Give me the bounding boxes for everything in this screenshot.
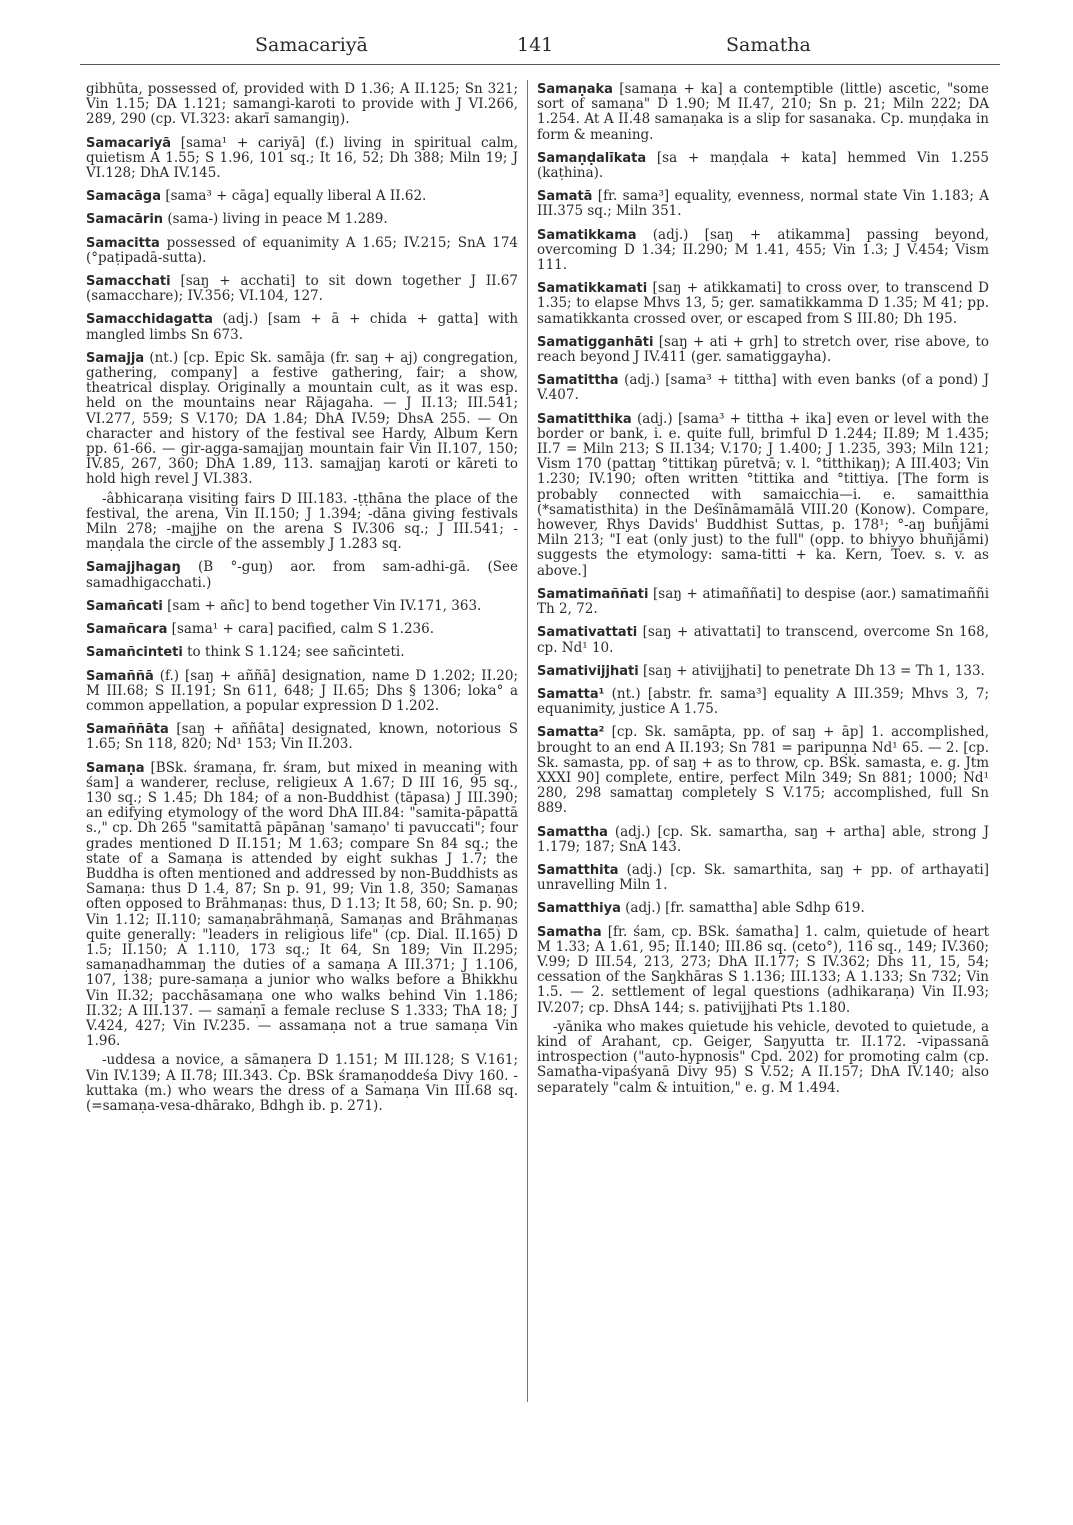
dictionary-entry <box>537 863 989 893</box>
dictionary-entry <box>86 212 518 227</box>
headword: Samatā <box>537 189 593 205</box>
entry-definition: [BSk. śramaṇa, fr. śram, but mixed in meaning with śam] a wanderer, recluse, religieux A 1.67; D III 16, 95 sq., 130 sq.; S 1.45; Dh 184; of a non-Buddhist (tāpasa) J III.390; an edifying etymology of the word DhA III.84: "samita-pāpattā s.," cp. Dh 265 "samitattā pāpānaŋ 'samaṇo' ti pavuccati"; four grades mentioned D II.151; M 1.63; compare Sn 84 sq.; the state of a Samaṇa is attended by eight sukhas J 1.7; the Buddha is often mentioned and addressed by non-Buddhists as Samaṇa: thus D 1.4, 87; Sn p. 91, 99; Vin 1.8, 350; Samaṇas often opposed to Brāhmaṇas: thus, D 1.13; It 58, 60; Sn. p. 90; Vin 1.12; II.110; samaṇabrāhmaṇā, Samaṇas and Brāhmaṇas quite generally: "leaders in religious life" (cp. Dial. II.165) D 1.5; II.150; A 1.110, 173 sq.; It 64, Sn 189; Vin II.295; samaṇadhammaŋ the duties of a samaṇa A III.371; J 1.106, 107, 138; pure-samaṇa a junior who walks before a Bhikkhu Vin II.32; pacchāsamaṇa one who walks behind Vin 1.186; II.32; A III.137. — samaṇī a female recluse S 1.333; ThA 18; J V.424, 427; Vin IV.235. — assamaṇa not a true samaṇa Vin 1.96. <box>86 759 518 1050</box>
right-column <box>537 82 989 1104</box>
dictionary-entry <box>86 669 518 715</box>
headword: Samatthiya <box>537 901 621 917</box>
entry-definition: gibhūta, possessed of, provided with D 1.36; A II.125; Sn 321; Vin 1.15; DA 1.121; samangi-karoti to provide with J VI.266, 289, 290 (cp. VI.323: akarī samangiŋ). <box>86 81 518 128</box>
dictionary-entry <box>537 825 989 855</box>
entry-definition: (adj.) [sama³ + tittha] with even banks (of a pond) J V.407. <box>537 372 989 404</box>
dictionary-entry <box>86 622 518 637</box>
entry-definition: [saŋ + aññāta] designated, known, notorious S 1.65; Sn 118, 820; Nd¹ 153; Vin II.203. <box>86 721 518 753</box>
dictionary-entry <box>537 281 989 327</box>
headword: Samatha <box>537 924 602 940</box>
dictionary-entry <box>537 925 989 1016</box>
entry-definition: [sama³ + cāga] equally liberal A II.62. <box>165 188 427 205</box>
entry-definition: (adj.) [sam + ā + chida + gatta] with mangled limbs Sn 673. <box>86 311 519 343</box>
headword: Samaṇḍalīkata <box>537 150 647 166</box>
entry-definition: [saŋ + atikkamati] to cross over, to transcend D 1.35; to elapse Mhvs 13, 5; ger. samatikkamma D 1.35; M 41; pp. samatikkanta crossed over, or escaped from S III.80; Dh 195. <box>537 280 989 327</box>
entry-definition: (nt.) [cp. Epic Sk. samāja (fr. saŋ + aj) congregation, gathering, company] a festive gathering, fair; a show, theatrical display. Originally a mountain cult, as it was esp. held on the mountains near Rājagaha. — J II.13; III.541; VI.277, 559; S V.170; DA 1.84; DhA IV.59; DhsA 255. — On character and history of the festival see Hardy, Album Kern pp. 61-66. — gir-agga-samajjaŋ mountain fair Vin II.107, 150; IV.85, 267, 360; DhA 1.89, 113. samajjaŋ karoti or kāreti to hold high revel J VI.383. <box>86 349 518 488</box>
header-rule <box>80 64 1000 65</box>
entry-definition: [sa + maṇḍala + kata] hemmed Vin 1.255 (kaṭhina). <box>537 149 989 182</box>
entry-definition: [cp. Sk. samāpta, pp. of saŋ + āp] 1. accomplished, brought to an end A II.193; Sn 781 = paripuṇṇa Nd¹ 65. — 2. [cp. Sk. samasta, pp. of saŋ + as to throw, cp. BSk. samasta, e. g. Jtm XXXI 90] complete, entire, perfect Miln 349; Sn 881; 1000; Nd¹ 280, 298 samattaŋ completely S V.175; accomplished, full Sn 889. <box>537 724 989 817</box>
headword: Samatimaññati <box>537 586 649 602</box>
dictionary-entry <box>537 412 989 579</box>
entry-definition: [fr. sama³] equality, evenness, normal state Vin 1.183; A III.375 sq.; Miln 351. <box>537 188 989 220</box>
headword: Samatitthika <box>537 411 632 427</box>
entry-definition: [saŋ + atimaññati] to despise (aor.) samatimaññi Th 2, 72. <box>537 585 990 618</box>
dictionary-entry <box>86 645 518 660</box>
entry-definition: [saŋ + ativattati] to transcend, overcome Sn 168, cp. Nd¹ 10. <box>537 624 990 656</box>
headword: Samacitta <box>86 235 160 251</box>
dictionary-entry <box>86 312 518 342</box>
dictionary-entry <box>537 373 989 403</box>
entry-definition: (nt.) [abstr. fr. sama³] equality A III.359; Mhvs 3, 7; equanimity, justice A 1.75. <box>537 685 989 718</box>
entry-definition: -uddesa a novice, a sāmaṇera D 1.151; M III.128; S V.161; Vin IV.139; A II.78; III.343. Cp. BSk śramaṇoddeśa Divy 160. -kuttaka (m.) who wears the dress of a Samaṇa Vin III.68 sq. (=samaṇa-vesa-dhārako, Bdhgh ib. p. 271). <box>86 1052 518 1114</box>
dictionary-entry <box>537 82 989 143</box>
dictionary-entry <box>537 725 989 816</box>
headword: Samatigganhāti <box>537 334 654 350</box>
dictionary-entry <box>86 1053 518 1114</box>
entry-definition: (adj.) [saŋ + atikamma] passing beyond, overcoming D 1.34; II.290; M 1.41, 455; Vin 1.3; J V.454; Vism 111. <box>537 226 989 274</box>
dictionary-entry <box>86 492 518 553</box>
column-divider <box>527 80 528 1402</box>
dictionary-entry <box>86 82 518 128</box>
dictionary-entry <box>537 228 989 274</box>
headword: Samacāga <box>86 189 162 205</box>
dictionary-entry <box>86 351 518 488</box>
dictionary-entry <box>86 136 518 182</box>
headword: Samacchati <box>86 274 171 290</box>
entry-definition: (adj.) [cp. Sk. samartha, saŋ + artha] able, strong J 1.179; 187; SnA 143. <box>537 823 990 855</box>
entry-definition: (adj.) [sama³ + tittha + ika] even or level with the border or bank, i. e. quite full, brimful D 1.244; II.89; M 1.435; II.7 = Miln 213; S II.134; V.170; J 1.400; J 1.235, 393; Miln 121; Vism 170 (pattaŋ °tittikaŋ pūretvā; v. l. °titthikaŋ); A III.403; Vin 1.230; IV.190; often written °tittika and °tittiya. [The form is probably connected with samaicchia—i. e. samaitthia (*samatisthita) in the Deśīnāmamālā VIII.20 (Konow). Compare, however, Rhys Davids' Buddhist Suttas, p. 178¹; °-aŋ buñjāmi Miln 213; "I eat (only just) to the full" (opp. to bhiyyo bhuñjāmi) suggests the etymology: sama-titti + ka. Kern, Toev. s. v. as above.] <box>537 410 989 579</box>
headword: Samacchidagatta <box>86 312 213 328</box>
headword: Samatta¹ <box>537 686 605 702</box>
page-header <box>0 34 1073 62</box>
entry-definition: [fr. śam, cp. BSk. śamatha] 1. calm, quietude of heart M 1.33; A 1.61, 95; II.140; III.86 sq. (ceto°), 116 sq., 149; IV.360; V.99; D III.54, 213, 273; DhA II.177; S IV.362; Dhs 11, 15, 54; cessation of the Saŋkhāras S 1.136; III.133; A 1.133; Sn 732; Vin 1.5. — 2. settlement of legal questions (adhikaraṇa) Vin II.93; IV.207; cp. DhsA 144; s. pativijjhati Pts 1.180. <box>537 923 989 1016</box>
headword: Samañcati <box>86 598 163 614</box>
entry-definition: -yānika who makes quietude his vehicle, devoted to quietude, a kind of Arahant, cp. Geiger, Saŋyutta tr. II.172. -vipassanā introspection ("auto-hypnosis" Cpd. 202) for promoting calm (cp. Samatha-vipaśyanā Divy 95) S V.52; A II.157; DhA IV.140; also separately "calm & intuition," e. g. M 1.494. <box>537 1018 989 1096</box>
headword: Samajja <box>86 350 145 366</box>
entry-definition: [saŋ + ati + grh] to stretch over, rise above, to reach beyond J IV.411 (ger. samatiggayha). <box>537 333 990 366</box>
entry-definition: (B °-guŋ) aor. from sam-adhi-gā. (See samadhigacchati.) <box>86 559 518 591</box>
left-running-head: Samacariyā <box>255 34 368 56</box>
dictionary-entry <box>537 1020 989 1096</box>
headword: Samacārin <box>86 212 164 228</box>
dictionary-entry <box>86 560 518 590</box>
dictionary-entry <box>86 761 518 1050</box>
dictionary-entry <box>86 599 518 614</box>
headword: Samaṇaka <box>537 82 613 97</box>
dictionary-entry <box>537 189 989 219</box>
entry-definition: (adj.) [cp. Sk. samarthita, saŋ + pp. of arthayati] unravelling Miln 1. <box>537 861 989 894</box>
dictionary-entry <box>537 625 989 655</box>
entry-definition: possessed of equanimity A 1.65; IV.215; SnA 174 (°paṭipadā-sutta). <box>86 234 518 266</box>
dictionary-entry <box>537 901 989 916</box>
entry-definition: (f.) [saŋ + aññā] designation, name D 1.202; II.20; M III.68; S II.191; Sn 611, 648; J II.65; Dhs § 1306; loka° a common appellation, a popular expression D 1.202. <box>86 667 518 714</box>
headword: Samatta² <box>537 725 605 741</box>
entry-definition: -âbhicaraṇa visiting fairs D III.183. -ṭṭhāna the place of the festival, the arena, Vin II.150; J 1.394; -dāna giving festivals Miln 278; -majjhe on the arena S IV.306 sq.; J III.541; -maṇḍala the circle of the assembly J 1.283 sq. <box>86 490 518 553</box>
headword: Samaññāta <box>86 722 169 738</box>
headword: Samañcara <box>86 622 168 638</box>
headword: Samacariyā <box>86 135 172 151</box>
headword: Samatittha <box>537 373 619 389</box>
dictionary-entry <box>537 664 989 679</box>
headword: Samatthita <box>537 862 619 878</box>
headword: Samatikkama <box>537 227 637 243</box>
headword: Samattha <box>537 824 608 840</box>
entry-definition: [sama¹ + cariyā] (f.) living in spiritual calm, quietism A 1.55; S 1.96, 101 sq.; It 16, 52; Dh 388; Miln 19; J VI.128; DhA IV.145. <box>86 134 518 182</box>
entry-definition: (adj.) [fr. samattha] able Sdhp 619. <box>625 900 865 917</box>
entry-definition: [samaṇa + ka] a contemptible (little) ascetic, "some sort of samaṇa" D 1.90; M II.47, 210; Sn p. 21; Miln 222; DA 1.254. At A II.48 samaṇaka is a slip for sasanaka. Cp. muṇḍaka in form & meaning. <box>537 81 989 143</box>
headword: Samaṇa <box>86 760 145 776</box>
entry-definition: (sama-) living in peace M 1.289. <box>167 211 388 228</box>
headword: Samatikkamati <box>537 281 648 297</box>
entry-definition: [saŋ + acchati] to sit down together J II.67 (samacchare); IV.356; VI.104, 127. <box>86 273 518 305</box>
dictionary-entry <box>86 274 518 304</box>
headword: Samajjhagaŋ <box>86 560 181 576</box>
dictionary-entry <box>86 722 518 752</box>
dictionary-entry <box>86 236 518 266</box>
dictionary-entry <box>537 151 989 181</box>
dictionary-entry <box>537 687 989 717</box>
headword: Samativijjhati <box>537 663 639 679</box>
entry-definition: to think S 1.124; see sañcinteti. <box>187 644 405 661</box>
dictionary-entry <box>86 189 518 204</box>
dictionary-entry <box>537 335 989 365</box>
page-number: 141 <box>517 34 554 56</box>
entry-definition: [sama¹ + cara] pacified, calm S 1.236. <box>171 621 435 638</box>
entry-definition: [sam + añc] to bend together Vin IV.171, 363. <box>167 597 482 614</box>
left-column <box>86 82 518 1122</box>
headword: Samaññā <box>86 668 154 684</box>
headword: Samativattati <box>537 625 638 641</box>
right-running-head: Samatha <box>726 34 811 56</box>
dictionary-entry <box>537 587 989 617</box>
entry-definition: [saŋ + ativijjhati] to penetrate Dh 13 = Th 1, 133. <box>642 662 985 679</box>
headword: Samañcinteti <box>86 645 183 661</box>
